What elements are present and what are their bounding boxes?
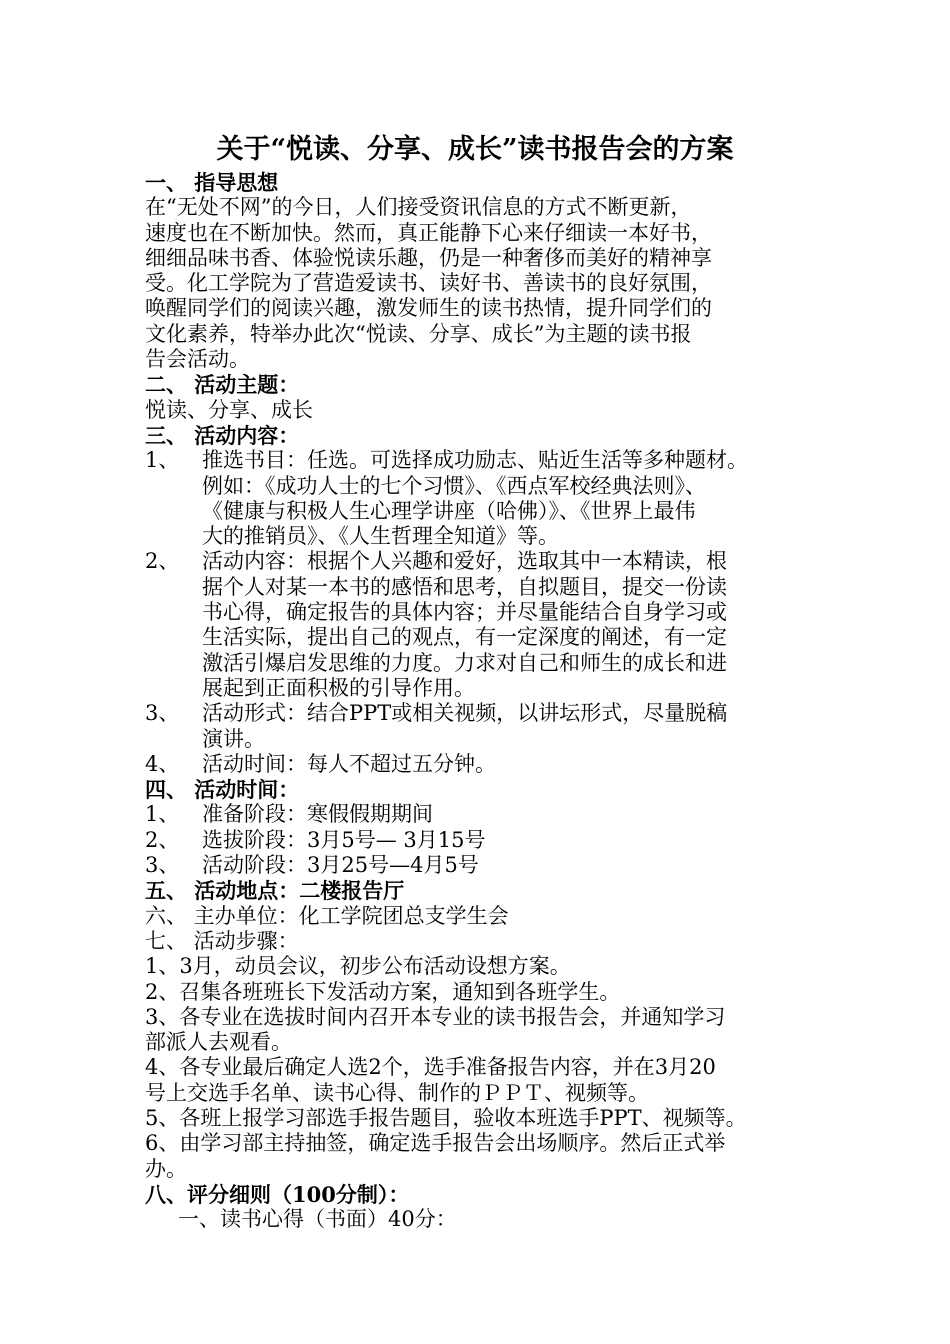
step-line: 部派人去观看。 (145, 1030, 292, 1055)
list-item-line: 《健康与积极人生心理学讲座（哈佛）》、《世界上最伟 (202, 498, 696, 523)
step-line: 6、由学习部主持抽签，确定选手报告会出场顺序。然后正式举 (145, 1131, 726, 1156)
section-heading-steps: 七、 活动步骤： (145, 928, 299, 953)
step-line: 办。 (145, 1156, 187, 1181)
list-item-line: 演讲。 (202, 726, 265, 751)
list-item-number: 3、 (145, 701, 180, 726)
list-item-line: 活动内容：根据个人兴趣和爱好，选取其中一本精读，根 (202, 549, 727, 574)
list-item-line: 生活实际，提出自己的观点，有一定深度的阐述，有一定 (202, 625, 727, 650)
list-item-line: 例如：《成功人士的七个习惯》、《西点军校经典法则》、 (202, 473, 706, 498)
list-item (145, 549, 825, 701)
list-item-number: 2、 (145, 827, 180, 852)
list-item (145, 828, 825, 853)
step-line: 1、3月，动员会议，初步公布活动设想方案。 (145, 954, 571, 979)
paragraph-line: 唤醒同学们的阅读兴趣，激发师生的读书热情，提升同学们的 (145, 296, 712, 321)
paragraph-line: 受。化工学院为了营造爱读书、读好书、善读书的良好氛围， (145, 271, 712, 296)
theme-text: 悦读、分享、成长 (145, 397, 313, 422)
list-item-number: 3、 (145, 853, 180, 878)
section-heading-scoring: 八、评分细则（100分制）： (145, 1181, 410, 1207)
list-item-text: 准备阶段：寒假假期期间 (202, 802, 433, 827)
list-item (145, 853, 825, 878)
list-item-line: 据个人对某一本书的感悟和思考，自拟题目，提交一份读 (202, 574, 727, 599)
section-heading-content: 三、 活动内容： (145, 422, 300, 448)
section-heading-theme: 二、 活动主题： (145, 372, 300, 398)
list-item-line: 活动形式：结合PPT或相关视频，以讲坛形式，尽量脱稿 (202, 701, 728, 726)
list-item-number: 4、 (145, 751, 180, 776)
section-heading-guiding-ideology: 一、 指导思想 (145, 170, 279, 195)
list-item-number: 1、 (145, 448, 180, 473)
step-line: 5、各班上报学习部选手报告题目，验收本班选手PPT、视频等。 (145, 1105, 747, 1130)
paragraph-line: 文化素养，特举办此次“悦读、分享、成长”为主题的读书报 (145, 321, 692, 346)
paragraph-line: 告会活动。 (145, 347, 250, 372)
scoring-subitem: 一、读书心得（书面）40分： (178, 1207, 457, 1232)
list-item (145, 802, 825, 827)
list-item (145, 752, 825, 777)
document-title: 关于“悦读、分享、成长”读书报告会的方案 (216, 134, 734, 165)
list-item (145, 448, 825, 549)
section-paragraph-guiding-ideology (145, 195, 825, 372)
list-item-line: 激活引爆启发思维的力度。力求对自己和师生的成长和进 (202, 650, 727, 675)
list-item (145, 701, 825, 752)
list-item-line: 书心得，确定报告的具体内容；并尽量能结合自身学习或 (202, 600, 727, 625)
section-heading-schedule: 四、 活动时间： (145, 777, 300, 803)
content-list (145, 448, 825, 777)
list-item-line: 展起到正面积极的引导作用。 (202, 675, 475, 700)
step-line: 4、各专业最后确定人选2个，选手准备报告内容，并在3月20 (145, 1055, 716, 1080)
step-line: 2、召集各班班长下发活动方案，通知到各班学生。 (145, 979, 621, 1004)
section-organizer: 六、 主办单位：化工学院团总支学生会 (145, 903, 509, 928)
list-item-number: 2、 (145, 549, 180, 574)
paragraph-line: 在“无处不网”的今日，人们接受资讯信息的方式不断更新， (145, 195, 692, 220)
section-heading-venue: 五、 活动地点：二楼报告厅 (145, 878, 405, 904)
list-item-text: 选拔阶段：3月5号— 3月15号 (202, 827, 486, 852)
paragraph-line: 速度也在不断加快。然而，真正能静下心来仔细读一本好书， (145, 220, 712, 245)
list-item-text: 活动阶段：3月25号—4月5号 (202, 853, 479, 878)
step-line: 号上交选手名单、读书心得、制作的ＰＰＴ、视频等。 (145, 1080, 649, 1105)
paragraph-line: 细细品味书香、体验悦读乐趣，仍是一种奢侈而美好的精神享 (145, 245, 712, 270)
steps-list (145, 954, 825, 1182)
list-item-number: 1、 (145, 802, 180, 827)
step-line: 3、各专业在选拔时间内召开本专业的读书报告会，并通知学习 (145, 1004, 726, 1029)
list-item-line: 推选书目：任选。可选择成功励志、贴近生活等多种题材。 (202, 448, 748, 473)
schedule-list (145, 802, 825, 878)
list-item-line: 活动时间：每人不超过五分钟。 (202, 751, 496, 776)
list-item-line: 大的推销员》、《人生哲理全知道》等。 (202, 524, 559, 549)
document-body (145, 170, 825, 1232)
